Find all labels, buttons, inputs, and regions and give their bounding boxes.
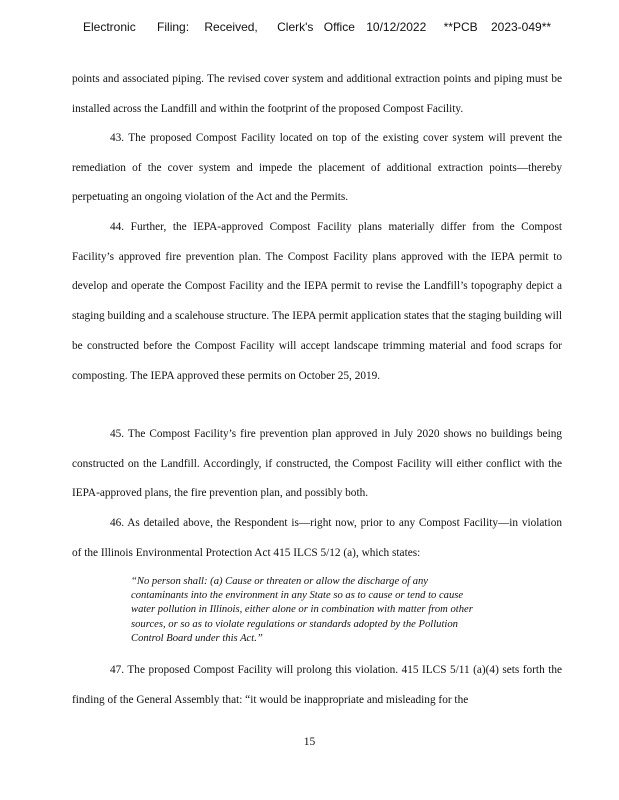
filing-header bbox=[83, 20, 551, 34]
page-number: 15 bbox=[303, 736, 316, 748]
paragraph-46: 46. As detailed above, the Respondent is—right now, prior to any Compost Facility—in violation of the Illinois Environmental Protection Act 415 ILCS 5/12 (a), which states: bbox=[72, 517, 562, 559]
paragraph-47: 47. The proposed Compost Facility will prolong this violation. 415 ILCS 5/11 (a)(4) sets forth the finding of the General Assembly that: “it would be inappropriate and misleading for the bbox=[72, 664, 562, 706]
header-case-number: 2023-049** bbox=[490, 20, 552, 34]
header-word-office: Office bbox=[323, 20, 355, 34]
header-word-received: Received, bbox=[204, 20, 258, 34]
paragraph-43: 43. The proposed Compost Facility located on top of the existing cover system will prevent the remediation of the cover system and impede the placement of additional extraction points—thereby perpetuating an ongoing violation of the Act and the Permits. bbox=[72, 132, 562, 204]
header-date: 10/12/2022 bbox=[366, 20, 427, 34]
header-pcb: **PCB bbox=[443, 20, 478, 34]
paragraph-continued: points and associated piping. The revised cover system and additional extraction points and piping must be installed across the Landfill and within the footprint of the proposed Compost Facility. bbox=[72, 73, 562, 115]
header-word-electronic: Electronic bbox=[83, 20, 136, 34]
paragraph-44: 44. Further, the IEPA-approved Compost Facility plans materially differ from the Compost Facility’s approved fire prevention plan. The Compost Facility plans approved with the IEPA permit to develop and operate the Compost Facility and the IEPA permit to revise the Landfill’s topography depict a staging building and a scalehouse structure. The IEPA permit application states that the staging building will be constructed before the Compost Facility will accept landscape trimming material and food scraps for composting. The IEPA approved these permits on October 25, 2019. bbox=[72, 221, 562, 382]
header-word-filing: Filing: bbox=[157, 20, 190, 34]
paragraph-45: 45. The Compost Facility’s fire prevention plan approved in July 2020 shows no buildings being constructed on the Landfill. Accordingly, if constructed, the Compost Facility will either conflict with the IEPA-approved plans, the fire prevention plan, and possibly both. bbox=[72, 428, 562, 500]
statute-quote: “No person shall: (a) Cause or threaten or allow the discharge of any contaminants into the environment in any State so as to cause or tend to cause water pollution in Illinois, either alone or in combination with matter from other sources, or so as to violate regulations or standards adopted by the Pollution Control Board under this Act.” bbox=[131, 576, 473, 644]
header-word-clerks: Clerk's bbox=[277, 20, 314, 34]
